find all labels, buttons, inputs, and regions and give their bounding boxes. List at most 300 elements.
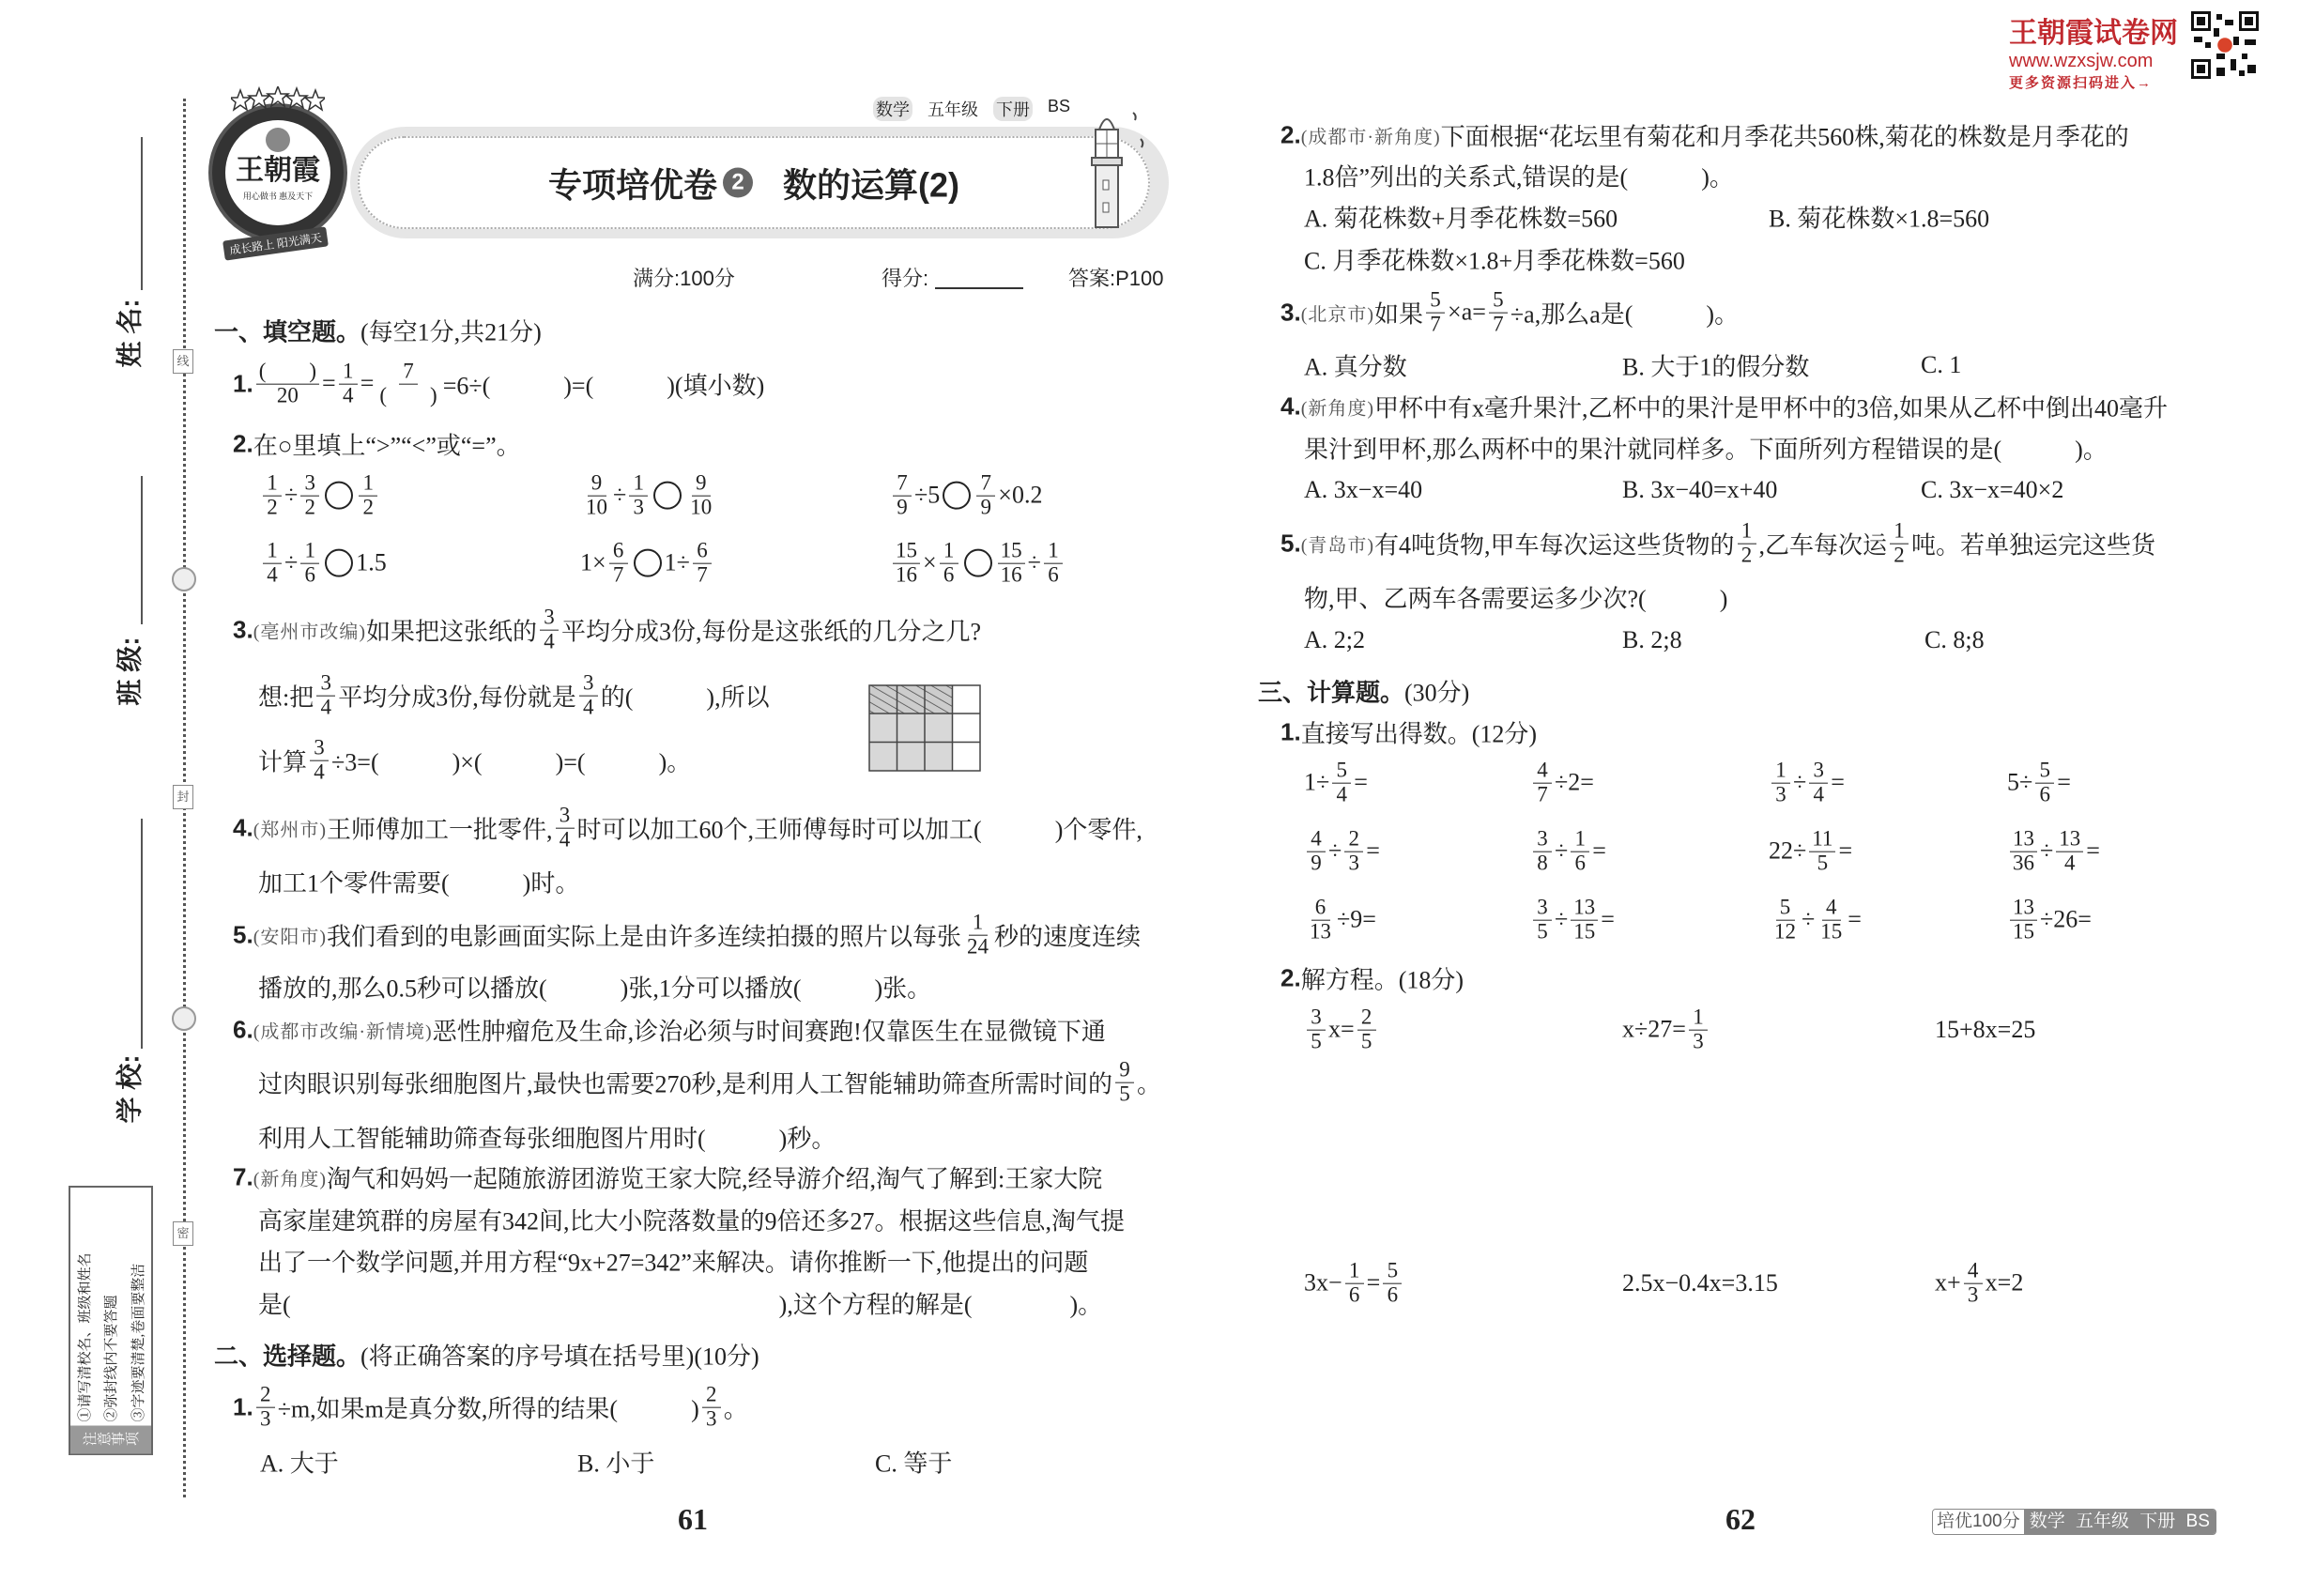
text-run: = <box>2057 769 2071 796</box>
fraction <box>1307 828 1326 876</box>
star-icon <box>231 86 325 115</box>
fraction <box>1115 1059 1134 1107</box>
text-run: A. 菊花株数+月季花株数=560 <box>1304 205 1618 233</box>
right-page-line <box>1280 961 1464 996</box>
right-page-line <box>1280 520 2155 568</box>
numerator: 1 <box>300 540 319 564</box>
text-run: 下面根据“花坛里有菊花和月季花共560株,菊花的株数是月季花的 <box>1440 123 2129 151</box>
left-page-line <box>890 540 1066 588</box>
right-page-line <box>2007 760 2071 807</box>
notice-item: ①请写清校名、班级和姓名 <box>77 1251 93 1421</box>
text-run: 平均分成3份,每份就是 <box>338 683 576 712</box>
text-run: C. 3x−x=40×2 <box>1921 476 2064 503</box>
numerator: 1 <box>339 361 358 385</box>
denominator: 36 <box>2013 851 2034 875</box>
fraction <box>540 606 559 654</box>
text-with-blank[interactable]: 播放的,那么0.5秒可以播放( )张,1分可以播放( )张。 <box>258 974 932 1003</box>
tag-subject: 数学 <box>873 97 912 121</box>
question-source: (成都市·新角度) <box>1300 127 1441 148</box>
right-page-line <box>1304 431 2108 466</box>
fraction <box>2010 897 2037 944</box>
denominator: 7 <box>697 562 708 587</box>
denominator: 4 <box>559 827 571 852</box>
fraction <box>359 472 377 520</box>
score-label: 得分: <box>882 267 929 290</box>
fraction <box>256 1384 275 1432</box>
compare-circle-blank[interactable] <box>325 549 353 577</box>
text-with-blank[interactable]: ÷3=( )×( )=( )。 <box>331 748 692 776</box>
school-field[interactable] <box>141 819 143 1049</box>
fraction <box>1817 897 1845 944</box>
right-page-line <box>1622 348 1809 383</box>
left-page-line <box>580 540 714 588</box>
text-run: × <box>923 549 937 576</box>
denominator: 5 <box>1360 1029 1372 1053</box>
text-run: 过肉眼识别每张细胞图片,最快也需要270秒,是利用人工智能辅助筛查所需时间的 <box>258 1070 1113 1098</box>
right-page-line <box>1304 828 1380 876</box>
text-with-blank[interactable]: =6÷( )=( )(填小数) <box>442 372 765 400</box>
text-run: A. 3x−x=40 <box>1304 476 1423 503</box>
subject-tags <box>873 97 1070 121</box>
footer-series: 培优100分 <box>1933 1510 2024 1534</box>
denominator: 10 <box>690 495 713 519</box>
denominator: 20 <box>276 383 299 407</box>
denominator: 5 <box>1311 1029 1322 1053</box>
denominator: 7 <box>612 562 624 587</box>
fraction <box>1307 1006 1326 1054</box>
text-run: ÷ <box>1328 837 1342 865</box>
fraction <box>1571 897 1598 944</box>
text-with-blank[interactable]: 的( ),所以 <box>600 683 770 712</box>
text-run: = <box>1848 906 1862 933</box>
fraction <box>1044 540 1063 588</box>
text-run: 2.5x−0.4x=3.15 <box>1622 1269 1778 1297</box>
fraction <box>300 540 319 588</box>
numerator: 1 <box>969 912 988 936</box>
denominator: 13 <box>1310 919 1331 944</box>
seal-mark-mi: 密 <box>173 1221 193 1246</box>
denominator: 4 <box>314 760 325 784</box>
text-run: 想:把 <box>258 683 314 712</box>
logo-text: 王朝霞 <box>236 155 320 186</box>
numerator: 1 <box>1771 760 1790 784</box>
denominator: 16 <box>896 562 917 587</box>
question-number: 1. <box>233 1392 253 1421</box>
numerator: 13 <box>1571 897 1598 921</box>
text-with-blank[interactable]: 果汁到甲杯,那么两杯中的果汁就同样多。下面所列方程错误的是( )。 <box>1304 436 2108 464</box>
right-page-line <box>1304 159 1734 193</box>
fraction <box>2010 828 2037 876</box>
notice-box <box>69 1186 153 1455</box>
numerator: 2 <box>1344 828 1363 852</box>
numerator: 5 <box>1332 760 1351 784</box>
compare-circle-blank[interactable] <box>634 549 662 577</box>
text-run: 直接写出得数。(12分) <box>1300 720 1538 748</box>
denominator: 9 <box>897 495 908 519</box>
text-run: 1÷ <box>1304 769 1330 796</box>
text-run: (将正确答案的序号填在括号里)(10分) <box>360 1343 759 1371</box>
text-run: 吨。若单独运完这些货 <box>1911 531 2156 560</box>
right-page-line <box>1304 476 1422 504</box>
text-run: = <box>1592 837 1606 865</box>
question-number: 4. <box>1280 391 1301 421</box>
denominator: 6 <box>1048 562 1059 587</box>
text-run: 。 <box>1137 1070 1162 1098</box>
denominator: 3 <box>1348 851 1360 875</box>
numerator: 1 <box>1738 520 1756 545</box>
right-page-line <box>1304 580 1727 615</box>
text-run: = <box>1601 906 1615 933</box>
numerator: 3 <box>540 606 559 631</box>
fraction <box>1738 520 1756 568</box>
numerator: 15 <box>893 540 920 564</box>
left-page-line <box>233 1160 1102 1195</box>
denominator: 3 <box>1693 1029 1704 1053</box>
question-number: 6. <box>233 1015 253 1044</box>
lighthouse-icon <box>1084 101 1159 233</box>
denominator: 15 <box>2013 919 2034 944</box>
name-label: 姓 名: <box>115 299 145 368</box>
fraction <box>1533 760 1552 807</box>
name-field[interactable] <box>141 137 143 290</box>
numerator: 9 <box>588 472 606 497</box>
logo-motto: 用心做书 惠及天下 <box>242 192 314 201</box>
left-page-line <box>258 970 931 1005</box>
question-number: 4. <box>233 813 253 842</box>
text-run: C. 8;8 <box>1924 626 1985 653</box>
text-run: ÷ <box>1793 769 1807 796</box>
logo-avatar <box>266 128 290 152</box>
fraction <box>1332 760 1351 807</box>
text-run: x=2 <box>1985 1269 2024 1297</box>
numerator: 1 <box>359 472 377 497</box>
denominator: 3 <box>1775 782 1786 806</box>
score-field[interactable] <box>935 287 1023 289</box>
seal-mark-feng: 封 <box>173 785 193 809</box>
fraction <box>1533 897 1552 944</box>
notice-item: ③字迹要清楚,卷面要整洁 <box>131 1263 147 1421</box>
denominator: 6 <box>1348 1282 1360 1307</box>
fraction <box>1809 828 1835 876</box>
text-run: 。 <box>723 1395 748 1423</box>
fraction <box>2056 828 2083 876</box>
denominator: 6 <box>2039 782 2051 806</box>
question-number: 1. <box>1280 717 1301 746</box>
text-run: (每空1分,共21分) <box>360 318 542 346</box>
text-run: = <box>1838 837 1853 865</box>
series-name: 专项培优卷 <box>547 165 717 204</box>
compare-circle-blank[interactable] <box>325 482 353 510</box>
full-score: 满分:100分 <box>633 267 735 290</box>
denominator: 4 <box>1813 782 1825 806</box>
denominator: 7 <box>1493 312 1504 336</box>
right-page-line <box>2007 828 2100 876</box>
text-run: 解方程。(18分) <box>1300 966 1464 994</box>
fraction <box>1771 897 1799 944</box>
denominator: 4 <box>267 562 278 587</box>
denominator: 15 <box>1820 919 1843 944</box>
numerator[interactable]: ( ) <box>256 361 319 385</box>
compare-circle-blank[interactable] <box>943 482 971 510</box>
fraction <box>1345 1260 1364 1308</box>
fraction <box>579 672 598 720</box>
text-run: ÷26= <box>2040 906 2092 933</box>
numerator: 3 <box>1307 1006 1326 1031</box>
denominator: 2 <box>304 495 316 519</box>
denominator: 5 <box>1119 1082 1130 1106</box>
denominator: 2 <box>362 495 375 519</box>
text-with-blank[interactable]: 时可以加工60个,王师傅每时可以加工( )个零件, <box>576 816 1142 844</box>
numerator: 7 <box>893 472 912 497</box>
text-run: ÷ <box>1555 837 1569 865</box>
text-run: 我们看到的电影画面实际上是由许多连续拍摄的照片以每张 <box>327 923 962 951</box>
numerator: 6 <box>609 540 628 564</box>
question-source: (青岛市) <box>1300 535 1375 557</box>
right-page-line <box>1924 626 1985 654</box>
question-number: 5. <box>233 920 253 949</box>
fraction <box>583 472 610 520</box>
fraction <box>1383 1260 1402 1308</box>
left-page-line <box>260 540 387 588</box>
left-page-line <box>580 472 717 520</box>
text-run: 1× <box>580 549 606 576</box>
denominator: 4 <box>342 383 354 407</box>
text-run: ÷ <box>1027 549 1041 576</box>
denominator: 7 <box>1537 782 1548 806</box>
text-run: C. 等于 <box>875 1450 953 1478</box>
right-page-line <box>1530 897 1615 944</box>
left-page-line <box>890 472 1042 520</box>
seal-circle-icon <box>172 567 196 591</box>
text-run: 恶性肿瘤危及生命,诊治必须与时间赛跑!仅靠医生在显微镜下通 <box>432 1018 1106 1046</box>
denominator: 16 <box>1000 562 1022 587</box>
left-page-line <box>258 865 579 899</box>
text-run: 在○里填上“>”“<”或“=”。 <box>253 432 521 460</box>
denominator: 3 <box>633 495 645 519</box>
text-run: A. 大于 <box>260 1450 339 1478</box>
text-run: 淘气和妈妈一起随旅游团游览王家大院,经导游介绍,淘气了解到:王家大院 <box>327 1165 1103 1193</box>
text-run: 计算 <box>258 748 308 776</box>
question-source: (亳州市改编) <box>253 622 367 643</box>
left-page-line <box>214 1338 759 1373</box>
denominator: 6 <box>943 562 955 587</box>
text-run: ×a= <box>1448 299 1486 326</box>
text-run: 22÷ <box>1769 837 1807 865</box>
text-run: C. 月季花株数×1.8+月季花株数=560 <box>1304 247 1685 275</box>
numerator: 1 <box>1044 540 1063 564</box>
denominator: 2 <box>1740 543 1753 567</box>
site-hint: 更多资源扫码进入→ <box>2009 75 2154 91</box>
numerator: 13 <box>2010 897 2037 921</box>
text-run: = <box>1366 1269 1381 1297</box>
left-page-line <box>875 1445 952 1480</box>
text-run: 王师傅加工一批零件, <box>327 816 553 844</box>
text-run: 15+8x=25 <box>1935 1016 2036 1043</box>
denominator: 10 <box>586 495 607 519</box>
qr-code-icon[interactable] <box>2191 11 2259 79</box>
question-number: 三、计算题。 <box>1258 678 1405 707</box>
denominator: 24 <box>967 934 989 959</box>
denominator[interactable]: ( ) <box>379 383 437 407</box>
numerator: 9 <box>1115 1059 1134 1083</box>
question-number: 二、选择题。 <box>214 1342 361 1371</box>
denominator: 8 <box>1537 851 1548 875</box>
text-run: 如果 <box>1374 300 1424 329</box>
text-run: C. 1 <box>1921 351 1962 378</box>
class-field[interactable] <box>141 476 143 624</box>
numerator: 13 <box>2010 828 2037 852</box>
denominator: 4 <box>2064 851 2076 875</box>
numerator: 6 <box>693 540 712 564</box>
text-run: ÷ <box>2040 837 2054 865</box>
fraction <box>1533 828 1552 876</box>
left-page-line <box>260 1445 339 1480</box>
right-page-line <box>1622 1269 1778 1297</box>
numerator: 5 <box>1426 289 1445 314</box>
text-with-blank[interactable]: ÷m,如果m是真分数,所得的结果( ) <box>277 1395 699 1423</box>
left-page-line <box>233 427 521 462</box>
numerator: 7 <box>976 472 995 497</box>
right-page-line <box>1280 715 1537 750</box>
site-url[interactable]: www.wzxsjw.com <box>2009 51 2154 71</box>
text-run: 3x− <box>1304 1269 1342 1297</box>
denominator: 6 <box>1574 851 1587 875</box>
text-run: ×0.2 <box>998 482 1043 509</box>
right-page-line <box>1304 348 1407 383</box>
series-number-badge: 2 <box>723 168 753 198</box>
text-run: 5÷ <box>2007 769 2033 796</box>
notice-title: 注意事项 <box>70 1425 151 1453</box>
footer-meta: 数学 五年级 下册 BS <box>2024 1510 2216 1534</box>
numerator: 6 <box>1311 897 1330 921</box>
left-page-line <box>258 1203 1125 1237</box>
text-with-blank[interactable]: ÷a,那么a是( )。 <box>1510 300 1740 329</box>
text-run: 1÷ <box>664 549 690 576</box>
text-with-blank[interactable]: 利用人工智能辅助筛查每张细胞图片用时( )秒。 <box>258 1125 836 1153</box>
text-with-blank[interactable]: 是( ),这个方程的解是( )。 <box>258 1291 1103 1319</box>
fraction <box>629 472 648 520</box>
left-page-line <box>258 1059 1161 1107</box>
numerator: 11 <box>1809 828 1835 852</box>
school-label: 学 校: <box>115 1054 145 1124</box>
compare-circle-blank[interactable] <box>653 482 682 510</box>
text-run: x= <box>1328 1016 1355 1043</box>
left-page-line <box>258 1120 836 1155</box>
numerator: 7 <box>399 361 418 385</box>
fraction <box>893 540 920 588</box>
brand-logo <box>208 103 347 257</box>
fraction <box>263 472 282 520</box>
numerator: 1 <box>1571 828 1589 852</box>
text-run: 有4吨货物,甲车每次运这些货物的 <box>1374 531 1735 560</box>
text-run: ÷5 <box>914 482 941 509</box>
fraction <box>1307 897 1334 944</box>
text-run: 高家崖建筑群的房屋有342间,比大小院落数量的9倍还多27。根据这些信息,淘气提 <box>258 1207 1126 1235</box>
numerator: 4 <box>1307 828 1326 852</box>
question-number: 一、填空题。 <box>214 317 361 346</box>
text-run: = <box>1366 837 1380 865</box>
text-run: ÷ <box>1555 906 1569 933</box>
text-with-blank[interactable]: 1.8倍”列出的关系式,错误的是( )。 <box>1304 163 1734 192</box>
text-run: B. 小于 <box>577 1450 655 1478</box>
right-page-line <box>1921 476 2063 504</box>
denominator: 2 <box>1894 543 1905 567</box>
text-run: ÷2= <box>1555 769 1594 796</box>
compare-circle-blank[interactable] <box>964 549 992 577</box>
right-page-line <box>1258 674 1469 709</box>
fraction <box>976 472 995 520</box>
right-page-line <box>1530 828 1606 876</box>
right-page-line <box>1769 760 1845 807</box>
right-page-line <box>1304 760 1368 807</box>
text-with-blank[interactable]: 加工1个零件需要( )时。 <box>258 869 580 898</box>
numerator: 5 <box>2035 760 2054 784</box>
denominator: 7 <box>1430 312 1441 336</box>
denominator: 3 <box>1967 1282 1979 1307</box>
numerator: 13 <box>2056 828 2083 852</box>
denominator: 9 <box>1311 851 1322 875</box>
fraction <box>1426 289 1445 337</box>
question-number: 5. <box>1280 529 1301 558</box>
text-run: = <box>1354 769 1368 796</box>
question-source: (成都市改编·新情境) <box>253 1021 433 1043</box>
page-number-left: 61 <box>678 1502 708 1536</box>
left-page-line <box>258 1244 1088 1279</box>
numerator: 3 <box>579 672 598 697</box>
right-page-line <box>1304 897 1376 944</box>
topic-title: 数的运算(2) <box>783 165 959 204</box>
fraction <box>1571 828 1589 876</box>
fraction <box>998 540 1025 588</box>
text-run: B. 2;8 <box>1622 626 1682 653</box>
left-page-line <box>233 1384 748 1432</box>
denominator: 9 <box>980 495 992 519</box>
numerator: 1 <box>263 540 282 564</box>
question-source: (新角度) <box>253 1169 328 1190</box>
text-with-blank[interactable]: 物,甲、乙两车各需要运多少次?( ) <box>1304 585 1728 613</box>
fraction <box>702 1384 721 1432</box>
fraction <box>556 805 575 852</box>
fraction <box>1809 760 1828 807</box>
text-run: (30分) <box>1404 679 1470 707</box>
numerator: 3 <box>556 805 575 829</box>
seal-circle-icon <box>172 1006 196 1031</box>
numerator: 5 <box>1383 1260 1402 1284</box>
numerator: 3 <box>316 672 335 697</box>
numerator: 2 <box>1357 1006 1376 1031</box>
fraction <box>1357 1006 1376 1054</box>
fraction <box>893 472 912 520</box>
right-page-line <box>1769 200 1989 235</box>
text-run: = <box>360 370 375 397</box>
question-number: 3. <box>233 615 253 644</box>
site-name: 王朝霞试卷网 <box>2009 18 2178 49</box>
numerator: 1 <box>629 472 648 497</box>
denominator: 6 <box>1387 1282 1399 1307</box>
numerator: 1 <box>263 472 282 497</box>
answer-ref: 答案:P100 <box>1068 267 1164 290</box>
fraction <box>693 540 712 588</box>
fraction <box>964 912 991 959</box>
question-number: 3. <box>1280 298 1301 327</box>
question-source: (新角度) <box>1300 398 1375 420</box>
left-page-line <box>233 805 1142 852</box>
denominator: 3 <box>259 1406 271 1431</box>
right-page-line <box>1280 289 1739 337</box>
numerator: 1 <box>940 540 958 564</box>
right-page-line <box>1530 760 1594 807</box>
question-source: (安阳市) <box>253 927 328 948</box>
